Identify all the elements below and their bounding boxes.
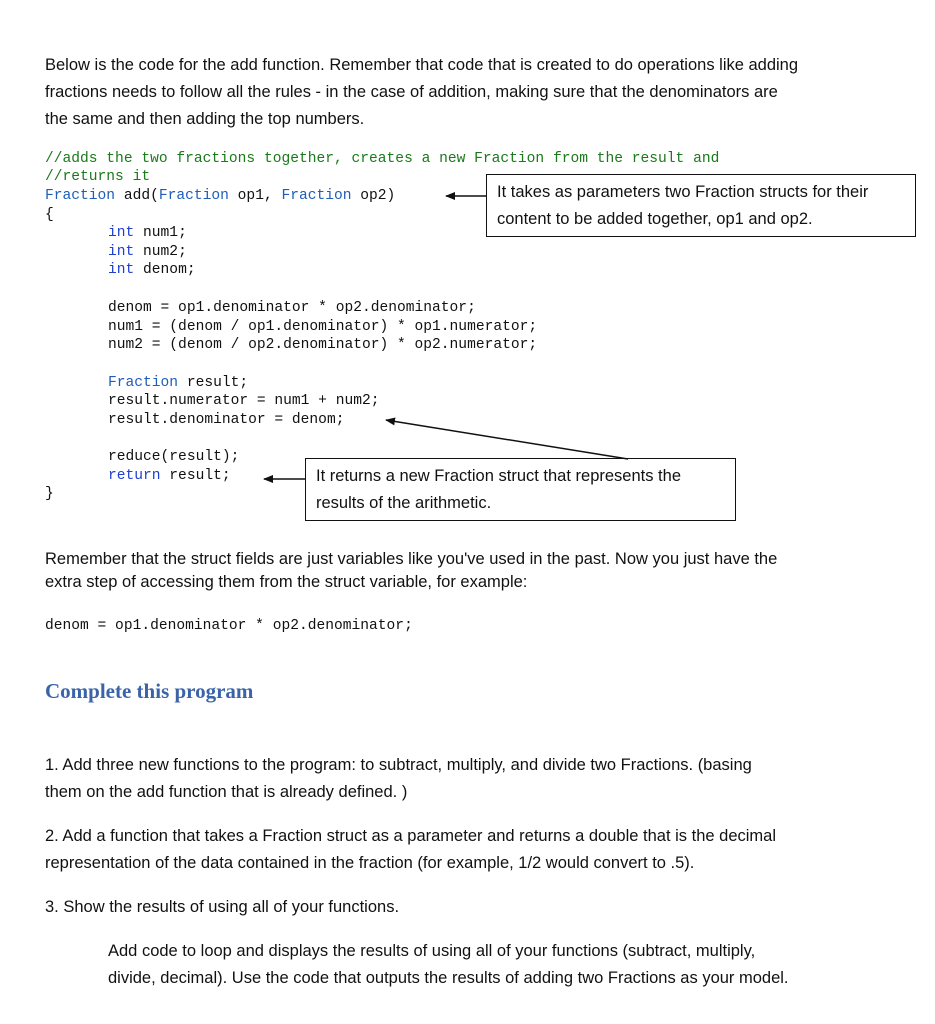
- code-fn-name: add(: [115, 188, 159, 204]
- code-type: Fraction: [158, 188, 229, 204]
- example-code: denom = op1.denominator * op2.denominator;: [45, 618, 413, 634]
- code-keyword: int: [108, 244, 135, 260]
- code-open-brace: {: [45, 207, 54, 223]
- task-3-sub-line-1: Add code to loop and displays the results of using all of your functions (subtract, multiply,: [108, 942, 756, 960]
- task-1-line-2: them on the add function that is already defined. ): [45, 783, 408, 801]
- remember-line-2: extra step of accessing them from the struct variable, for example:: [45, 573, 528, 591]
- code-stmt-num2: num2 = (denom / op2.denominator) * op2.numerator;: [108, 337, 538, 353]
- task-2-line-2: representation of the data contained in the fraction (for example, 1/2 would convert to .5).: [45, 854, 695, 872]
- code-keyword: int: [108, 262, 135, 278]
- remember-line-1: Remember that the struct fields are just variables like you've used in the past. Now you just have the: [45, 550, 778, 568]
- intro-line-3: the same and then adding the top numbers.: [45, 110, 365, 128]
- code-stmt-numerator: result.numerator = num1 + num2;: [108, 393, 380, 409]
- task-3: 3. Show the results of using all of your functions.: [45, 898, 400, 916]
- task-2-line-1: 2. Add a function that takes a Fraction struct as a parameter and returns a double that is the decimal: [45, 827, 776, 845]
- code-type: Fraction: [281, 188, 352, 204]
- code-decl-text: denom;: [134, 262, 196, 278]
- code-decl-text: num2;: [134, 244, 187, 260]
- code-decl-text: result;: [178, 375, 249, 391]
- code-stmt-num1: num1 = (denom / op1.denominator) * op1.numerator;: [108, 319, 538, 335]
- callout-parameters-line-2: content to be added together, op1 and op2.: [497, 210, 813, 228]
- code-close-brace: }: [45, 486, 54, 502]
- code-comment-1: //adds the two fractions together, creates a new Fraction from the result and: [45, 151, 720, 167]
- code-return-text: result;: [160, 468, 231, 484]
- section-heading: Complete this program: [45, 679, 254, 703]
- code-type: Fraction: [45, 188, 116, 204]
- code-keyword: return: [108, 468, 161, 484]
- arrow-to-denominator: [386, 420, 628, 459]
- intro-line-2: fractions needs to follow all the rules - in the case of addition, making sure that the denominators are: [45, 83, 778, 101]
- code-decl-text: num1;: [134, 225, 187, 241]
- code-comment-2: //returns it: [45, 169, 151, 185]
- code-type: Fraction: [108, 375, 179, 391]
- callout-returns-line-1: It returns a new Fraction struct that represents the: [316, 467, 681, 485]
- task-3-sub-line-2: divide, decimal). Use the code that outputs the results of adding two Fractions as your model.: [108, 969, 789, 987]
- code-stmt-denom: denom = op1.denominator * op2.denominator;: [108, 300, 476, 316]
- intro-line-1: Below is the code for the add function. Remember that code that is created to do operations like adding: [45, 56, 799, 74]
- code-stmt-denominator: result.denominator = denom;: [108, 412, 345, 428]
- code-param: op1,: [228, 188, 282, 204]
- callout-returns-line-2: results of the arithmetic.: [316, 494, 492, 512]
- callout-parameters-line-1: It takes as parameters two Fraction structs for their: [497, 183, 869, 201]
- code-keyword: int: [108, 225, 135, 241]
- task-1-line-1: 1. Add three new functions to the program: to subtract, multiply, and divide two Fractions. (basing: [45, 756, 752, 774]
- code-param: op2): [351, 188, 396, 204]
- code-stmt-reduce: reduce(result);: [108, 449, 240, 465]
